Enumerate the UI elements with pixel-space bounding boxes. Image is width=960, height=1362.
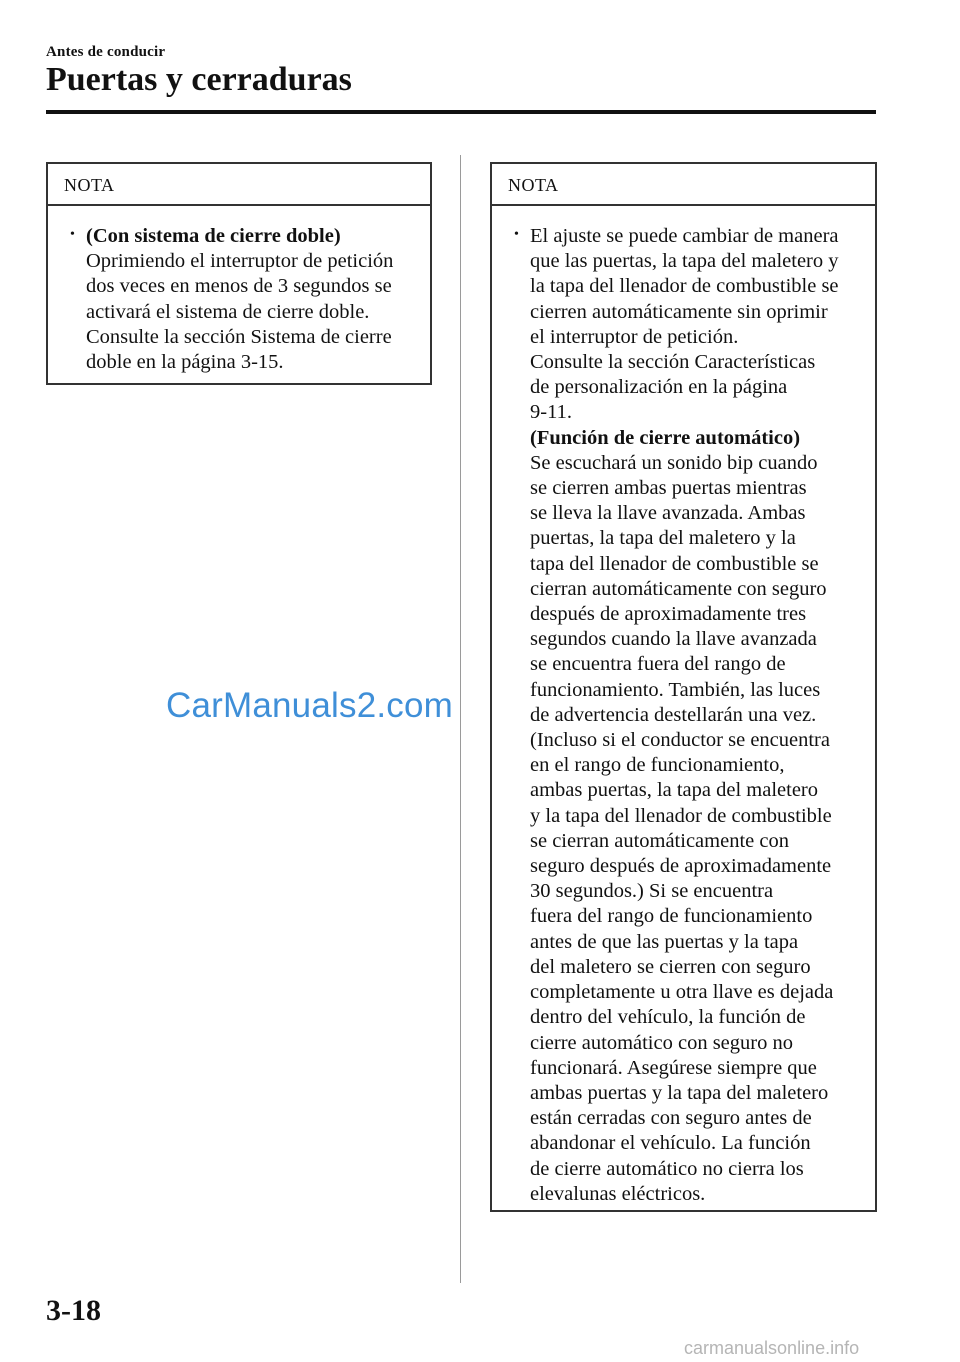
footer-site-watermark: carmanualsonline.info: [684, 1338, 860, 1358]
page-number: 3-18: [46, 1294, 101, 1327]
note-line: funcionamiento. También, las luces: [530, 678, 821, 701]
note-line: Consulte la sección Sistema de cierre: [86, 325, 392, 348]
note-heading: NOTA: [492, 164, 875, 206]
note-line: puertas, la tapa del maletero y la: [530, 527, 796, 550]
page-title: Puertas y cerraduras: [46, 61, 352, 98]
note-heading: NOTA: [48, 164, 430, 206]
note-line: segundos cuando la llave avanzada: [530, 628, 817, 651]
note-line: dos veces en menos de 3 segundos se: [86, 275, 392, 298]
note-line: de cierre automático no cierra los: [530, 1157, 804, 1180]
note-line: abandonar el vehículo. La función: [530, 1132, 811, 1155]
note-line: activará el sistema de cierre doble.: [86, 300, 370, 323]
note-line: del maletero se cierren con seguro: [530, 955, 811, 978]
note-line: elevalunas eléctricos.: [530, 1182, 706, 1205]
note-line: (Función de cierre automático): [530, 426, 801, 449]
note-line: se cierren ambas puertas mientras: [530, 477, 807, 500]
note-line: cierren automáticamente sin oprimir: [530, 300, 828, 323]
note-line: el interruptor de petición.: [530, 325, 739, 348]
note-line: de advertencia destellarán una vez.: [530, 703, 817, 726]
note-line: de personalización en la página: [530, 376, 788, 399]
note-line: El ajuste se puede cambiar de manera: [530, 225, 839, 247]
note-line: cierran automáticamente con seguro: [530, 577, 827, 600]
note-line: la tapa del llenador de combustible se: [530, 275, 839, 298]
note-line: tapa del llenador de combustible se: [530, 552, 819, 575]
note-box-right: [490, 162, 877, 1212]
note-line: 30 segundos.) Si se encuentra: [530, 880, 774, 903]
note-line: seguro después de aproximadamente: [530, 855, 832, 878]
note-line: antes de que las puertas y la tapa: [530, 930, 799, 953]
note-line: Oprimiendo el interruptor de petición: [86, 250, 394, 273]
title-rule: [46, 110, 876, 114]
note-line: Se escuchará un sonido bip cuando: [530, 451, 818, 474]
note-line: que las puertas, la tapa del maletero y: [530, 250, 839, 273]
watermark-logo: CarManuals2.com: [166, 686, 453, 725]
note-line: ambas puertas y la tapa del maletero: [530, 1081, 829, 1104]
note-line: y la tapa del llenador de combustible: [530, 804, 832, 827]
note-line: 9-11.: [530, 401, 572, 424]
note-line: fuera del rango de funcionamiento: [530, 905, 813, 928]
note-line: (Con sistema de cierre doble): [86, 225, 341, 247]
note-lines: [530, 224, 869, 1207]
note-line: doble en la página 3-15.: [86, 351, 284, 374]
note-line: después de aproximadamente tres: [530, 603, 807, 626]
note-line: ambas puertas, la tapa del maletero: [530, 779, 819, 802]
note-line: (Incluso si el conductor se encuentra: [530, 729, 830, 752]
note-line: se lleva la llave avanzada. Ambas: [530, 502, 806, 525]
note-line: Consulte la sección Características: [530, 351, 816, 374]
column-divider: [460, 155, 461, 1283]
note-body: [48, 206, 430, 375]
note-body: [492, 206, 875, 1207]
note-line: en el rango de funcionamiento,: [530, 754, 785, 777]
note-line: se encuentra fuera del rango de: [530, 653, 786, 676]
note-line: se cierran automáticamente con: [530, 829, 789, 852]
note-line: están cerradas con seguro antes de: [530, 1107, 812, 1130]
bullet-marker: •: [70, 227, 75, 242]
section-label: Antes de conducir: [46, 44, 166, 60]
bullet-marker: •: [514, 227, 519, 242]
note-line: cierre automático con seguro no: [530, 1031, 793, 1054]
note-lines: [86, 224, 424, 375]
note-line: completamente u otra llave es dejada: [530, 981, 834, 1004]
note-box-left: [46, 162, 432, 385]
note-line: dentro del vehículo, la función de: [530, 1006, 806, 1029]
note-line: funcionará. Asegúrese siempre que: [530, 1056, 817, 1079]
